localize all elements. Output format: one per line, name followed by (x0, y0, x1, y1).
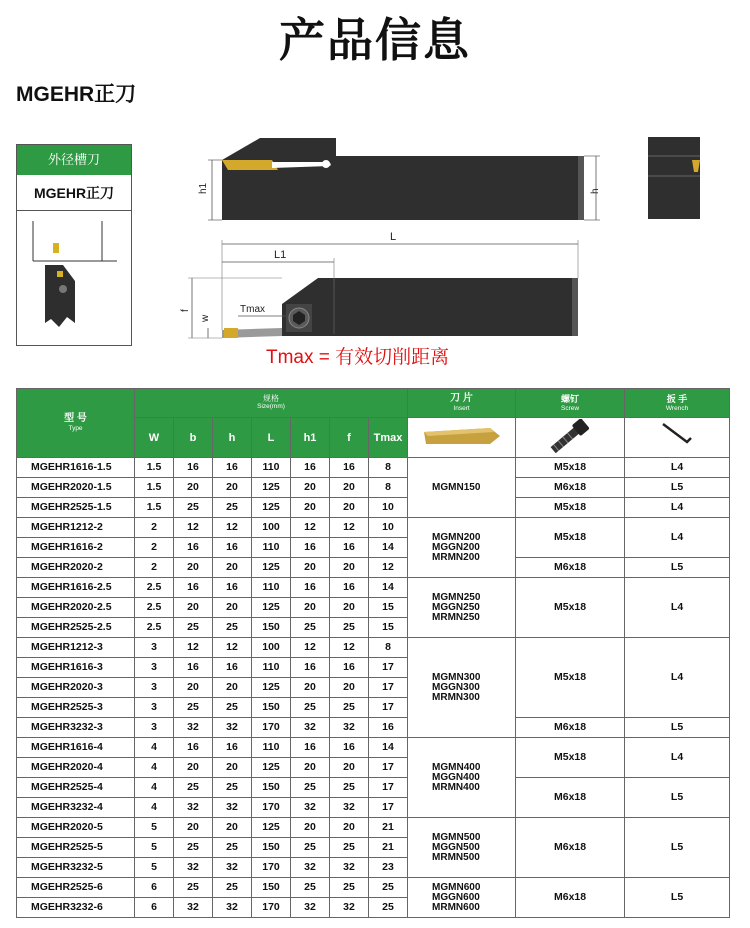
spec-cell: 32 (174, 798, 213, 818)
insert-cell (408, 818, 516, 878)
wrench-image (625, 418, 730, 458)
spec-cell: 12 (330, 638, 369, 658)
spec-cell: 2.5 (135, 618, 174, 638)
screw-cell: M6x18 (516, 558, 625, 578)
category-type-label: 外径槽刀 (17, 145, 131, 175)
spec-cell: 4 (135, 778, 174, 798)
wrench-cell: L5 (625, 778, 730, 818)
spec-cell: 20 (174, 818, 213, 838)
spec-cell: 2 (135, 538, 174, 558)
insert-code: MGMN150 (432, 481, 481, 493)
spec-cell: 20 (213, 478, 252, 498)
screw-cell: M5x18 (516, 638, 625, 718)
spec-cell: 32 (291, 718, 330, 738)
spec-cell: 16 (213, 538, 252, 558)
spec-cell: 1.5 (135, 458, 174, 478)
column-header: h (213, 418, 252, 458)
model-cell: MGEHR1212-2 (17, 518, 135, 538)
spec-cell: 20 (330, 678, 369, 698)
spec-cell: 2.5 (135, 578, 174, 598)
spec-cell: 25 (174, 698, 213, 718)
table-row (17, 818, 730, 838)
spec-cell: 20 (291, 598, 330, 618)
model-cell: MGEHR2525-5 (17, 838, 135, 858)
spec-cell: 125 (252, 498, 291, 518)
product-subtitle: MGEHR正刀 (16, 83, 137, 106)
model-cell: MGEHR2525-4 (17, 778, 135, 798)
spec-cell: 25 (174, 838, 213, 858)
wrench-cell: L4 (625, 518, 730, 558)
spec-cell: 170 (252, 858, 291, 878)
wrench-cell: L4 (625, 738, 730, 778)
screw-cell: M5x18 (516, 518, 625, 558)
insert-code: MRMN200 (432, 551, 480, 563)
table-row (17, 558, 730, 578)
spec-cell: 3 (135, 678, 174, 698)
spec-cell: 150 (252, 698, 291, 718)
spec-cell: 32 (174, 858, 213, 878)
insert-cell (408, 518, 516, 578)
spec-cell: 12 (330, 518, 369, 538)
spec-cell: 12 (291, 638, 330, 658)
spec-cell: 125 (252, 558, 291, 578)
spec-cell: 2.5 (135, 598, 174, 618)
spec-cell: 25 (330, 698, 369, 718)
spec-cell: 110 (252, 738, 291, 758)
spec-cell: 6 (135, 898, 174, 918)
spec-cell: 16 (330, 538, 369, 558)
spec-cell: 4 (135, 798, 174, 818)
spec-cell: 3 (135, 718, 174, 738)
column-header: h1 (291, 418, 330, 458)
insert-code: MGGN200 (432, 541, 480, 553)
table-row (17, 478, 730, 498)
spec-cell: 16 (291, 538, 330, 558)
spec-cell: 20 (291, 478, 330, 498)
spec-cell: 110 (252, 458, 291, 478)
spec-cell: 20 (213, 678, 252, 698)
spec-cell: 25 (291, 698, 330, 718)
spec-cell: 20 (174, 678, 213, 698)
spec-cell: 14 (369, 738, 408, 758)
spec-cell: 25 (291, 618, 330, 638)
spec-cell: 32 (213, 858, 252, 878)
wrench-cell: L5 (625, 818, 730, 878)
table-row (17, 458, 730, 478)
spec-cell: 32 (213, 898, 252, 918)
spec-cell: 25 (291, 878, 330, 898)
spec-cell: 20 (213, 558, 252, 578)
page-title: 产品信息 (279, 14, 471, 66)
dim-Tmax: Tmax (240, 304, 265, 315)
holder-end-view (648, 137, 700, 219)
column-header: f (330, 418, 369, 458)
spec-cell: 20 (291, 558, 330, 578)
spec-cell: 3 (135, 658, 174, 678)
spec-cell: 32 (174, 898, 213, 918)
dim-h1: h1 (198, 182, 209, 194)
column-header: L (252, 418, 291, 458)
spec-cell: 12 (291, 518, 330, 538)
spec-cell: 17 (369, 778, 408, 798)
spec-cell: 12 (213, 638, 252, 658)
spec-cell: 32 (291, 798, 330, 818)
spec-cell: 32 (174, 718, 213, 738)
spec-cell: 16 (330, 738, 369, 758)
model-cell: MGEHR2525-2.5 (17, 618, 135, 638)
spec-cell: 2 (135, 558, 174, 578)
category-model-label: MGEHR正刀 (17, 176, 131, 211)
spec-cell: 16 (330, 658, 369, 678)
spec-cell: 25 (291, 838, 330, 858)
spec-cell: 16 (291, 578, 330, 598)
dim-h: h (590, 188, 601, 194)
model-cell: MGEHR2020-5 (17, 818, 135, 838)
spec-cell: 5 (135, 838, 174, 858)
spec-cell: 25 (213, 878, 252, 898)
spec-cell: 16 (291, 458, 330, 478)
model-cell: MGEHR2020-4 (17, 758, 135, 778)
spec-cell: 32 (330, 898, 369, 918)
spec-cell: 1.5 (135, 498, 174, 518)
spec-cell: 15 (369, 618, 408, 638)
wrench-header: 扳 手 Wrench (625, 389, 730, 418)
screw-cell: M6x18 (516, 718, 625, 738)
screw-cell: M5x18 (516, 578, 625, 638)
spec-cell: 17 (369, 798, 408, 818)
spec-cell: 1.5 (135, 478, 174, 498)
column-header: Tmax (369, 418, 408, 458)
insert-code: MGGN500 (432, 841, 480, 853)
insert-code: MGMN500 (432, 831, 481, 843)
technical-drawing (0, 0, 750, 388)
model-cell: MGEHR3232-3 (17, 718, 135, 738)
model-cell: MGEHR1616-2.5 (17, 578, 135, 598)
spec-cell: 20 (330, 598, 369, 618)
spec-cell: 25 (291, 778, 330, 798)
column-header: b (174, 418, 213, 458)
screw-cell: M6x18 (516, 818, 625, 878)
spec-cell: 125 (252, 598, 291, 618)
spec-cell: 8 (369, 638, 408, 658)
spec-cell: 170 (252, 718, 291, 738)
spec-cell: 16 (213, 658, 252, 678)
spec-cell: 16 (174, 458, 213, 478)
spec-cell: 125 (252, 818, 291, 838)
insert-code: MGGN400 (432, 771, 480, 783)
spec-cell: 16 (330, 458, 369, 478)
spec-cell: 12 (174, 518, 213, 538)
size-header: 规格 Size(mm) (135, 389, 408, 418)
insert-cell (408, 578, 516, 638)
spec-cell: 25 (330, 618, 369, 638)
insert-code: MRMN250 (432, 611, 480, 623)
insert-header: 刀 片 Insert (408, 389, 516, 418)
wrench-cell: L5 (625, 718, 730, 738)
model-cell: MGEHR2525-6 (17, 878, 135, 898)
spec-cell: 25 (213, 618, 252, 638)
spec-cell: 32 (213, 718, 252, 738)
spec-cell: 17 (369, 698, 408, 718)
model-cell: MGEHR3232-5 (17, 858, 135, 878)
spec-cell: 8 (369, 478, 408, 498)
spec-cell: 17 (369, 658, 408, 678)
spec-cell: 150 (252, 618, 291, 638)
spec-cell: 20 (174, 558, 213, 578)
spec-cell: 20 (213, 758, 252, 778)
spec-cell: 20 (174, 758, 213, 778)
table-row (17, 878, 730, 898)
spec-cell: 16 (291, 738, 330, 758)
model-cell: MGEHR2020-3 (17, 678, 135, 698)
insert-code: MGMN200 (432, 531, 481, 543)
insert-cell (408, 638, 516, 738)
model-cell: MGEHR2020-2 (17, 558, 135, 578)
screw-cell: M6x18 (516, 778, 625, 818)
spec-cell: 25 (369, 878, 408, 898)
spec-cell: 100 (252, 638, 291, 658)
wrench-cell: L4 (625, 458, 730, 478)
spec-cell: 3 (135, 698, 174, 718)
spec-cell: 20 (291, 818, 330, 838)
tmax-definition: Tmax = 有效切削距离 (266, 347, 450, 368)
spec-cell: 25 (369, 898, 408, 918)
screw-icon (540, 419, 600, 453)
spec-cell: 110 (252, 658, 291, 678)
spec-cell: 5 (135, 818, 174, 838)
spec-cell: 14 (369, 538, 408, 558)
model-cell: MGEHR1616-2 (17, 538, 135, 558)
table-row (17, 498, 730, 518)
spec-cell: 20 (330, 558, 369, 578)
wrench-cell: L5 (625, 478, 730, 498)
model-cell: MGEHR1212-3 (17, 638, 135, 658)
model-cell: MGEHR1616-3 (17, 658, 135, 678)
insert-code: MGGN250 (432, 601, 480, 613)
spec-cell: 20 (213, 818, 252, 838)
screw-cell: M5x18 (516, 458, 625, 478)
dim-L1: L1 (274, 249, 287, 261)
spec-cell: 20 (291, 758, 330, 778)
spec-cell: 150 (252, 878, 291, 898)
spec-cell: 16 (291, 658, 330, 678)
model-cell: MGEHR1616-4 (17, 738, 135, 758)
wrench-cell: L4 (625, 498, 730, 518)
table-row (17, 518, 730, 538)
spec-cell: 150 (252, 778, 291, 798)
spec-cell: 25 (213, 698, 252, 718)
spec-cell: 2 (135, 518, 174, 538)
spec-cell: 12 (174, 638, 213, 658)
model-cell: MGEHR3232-4 (17, 798, 135, 818)
spec-cell: 32 (213, 798, 252, 818)
holder-body-side-view (222, 138, 584, 220)
spec-cell: 16 (330, 578, 369, 598)
spec-table (16, 388, 730, 918)
spec-cell: 10 (369, 518, 408, 538)
model-cell: MGEHR2525-1.5 (17, 498, 135, 518)
table-row (17, 718, 730, 738)
spec-cell: 25 (174, 618, 213, 638)
spec-cell: 16 (369, 718, 408, 738)
spec-cell: 16 (213, 738, 252, 758)
spec-cell: 10 (369, 498, 408, 518)
wrench-cell: L5 (625, 558, 730, 578)
insert-code: MRMN500 (432, 851, 480, 863)
wrench-cell: L4 (625, 578, 730, 638)
insert-code: MGGN300 (432, 681, 480, 693)
spec-cell: 20 (174, 478, 213, 498)
spec-cell: 125 (252, 758, 291, 778)
model-cell: MGEHR3232-6 (17, 898, 135, 918)
insert-image (408, 418, 516, 458)
spec-cell: 8 (369, 458, 408, 478)
spec-cell: 4 (135, 738, 174, 758)
insert-cell (408, 738, 516, 818)
spec-cell: 15 (369, 598, 408, 618)
table-row (17, 578, 730, 598)
spec-cell: 21 (369, 818, 408, 838)
spec-cell: 170 (252, 798, 291, 818)
insert-code: MGMN400 (432, 761, 481, 773)
dim-f: f (180, 309, 191, 312)
spec-cell: 25 (174, 778, 213, 798)
screw-cell: M5x18 (516, 738, 625, 778)
spec-cell: 125 (252, 678, 291, 698)
spec-cell: 3 (135, 638, 174, 658)
spec-cell: 32 (291, 858, 330, 878)
insert-code: MRMN600 (432, 901, 480, 913)
spec-cell: 25 (174, 498, 213, 518)
screw-cell: M6x18 (516, 478, 625, 498)
spec-cell: 6 (135, 878, 174, 898)
insert-code: MGMN250 (432, 591, 481, 603)
model-cell: MGEHR1616-1.5 (17, 458, 135, 478)
spec-cell: 20 (213, 598, 252, 618)
spec-cell: 16 (174, 538, 213, 558)
spec-cell: 17 (369, 678, 408, 698)
spec-cell: 25 (330, 778, 369, 798)
spec-cell: 100 (252, 518, 291, 538)
spec-cell: 4 (135, 758, 174, 778)
spec-cell: 16 (174, 738, 213, 758)
spec-cell: 20 (330, 818, 369, 838)
spec-cell: 110 (252, 578, 291, 598)
spec-cell: 125 (252, 478, 291, 498)
spec-cell: 32 (330, 718, 369, 738)
insert-cell (408, 458, 516, 518)
spec-cell: 150 (252, 838, 291, 858)
table-row (17, 778, 730, 798)
insert-code: MRMN400 (432, 781, 480, 793)
model-cell: MGEHR2525-3 (17, 698, 135, 718)
spec-cell: 21 (369, 838, 408, 858)
spec-cell: 16 (174, 658, 213, 678)
wrench-cell: L5 (625, 878, 730, 918)
insert-cell (408, 878, 516, 918)
insert-code: MGMN600 (432, 881, 481, 893)
screw-header: 螺钉 Screw (516, 389, 625, 418)
insert-code: MGGN600 (432, 891, 480, 903)
spec-cell: 16 (213, 458, 252, 478)
screw-cell: M5x18 (516, 498, 625, 518)
spec-cell: 20 (330, 498, 369, 518)
wrench-cell: L4 (625, 638, 730, 718)
spec-cell: 20 (291, 678, 330, 698)
spec-cell: 32 (291, 898, 330, 918)
spec-cell: 14 (369, 578, 408, 598)
model-cell: MGEHR2020-2.5 (17, 598, 135, 618)
dim-L: L (390, 231, 397, 243)
spec-cell: 16 (213, 578, 252, 598)
spec-cell: 12 (213, 518, 252, 538)
spec-cell: 110 (252, 538, 291, 558)
spec-cell: 23 (369, 858, 408, 878)
dim-w: w (200, 314, 211, 322)
spec-cell: 32 (330, 798, 369, 818)
wrench-icon (657, 420, 697, 452)
table-row (17, 638, 730, 658)
spec-cell: 20 (330, 758, 369, 778)
spec-cell: 170 (252, 898, 291, 918)
spec-cell: 20 (174, 598, 213, 618)
spec-cell: 32 (330, 858, 369, 878)
table-row (17, 738, 730, 758)
spec-cell: 16 (174, 578, 213, 598)
screw-cell: M6x18 (516, 878, 625, 918)
spec-cell: 17 (369, 758, 408, 778)
spec-cell: 25 (213, 498, 252, 518)
model-header: 型 号 Type (17, 389, 135, 458)
spec-cell: 25 (174, 878, 213, 898)
spec-cell: 20 (330, 478, 369, 498)
spec-cell: 20 (291, 498, 330, 518)
insert-code: MGMN300 (432, 671, 481, 683)
screw-image (516, 418, 625, 458)
spec-cell: 25 (213, 838, 252, 858)
spec-cell: 12 (369, 558, 408, 578)
spec-cell: 5 (135, 858, 174, 878)
spec-cell: 25 (213, 778, 252, 798)
spec-cell: 25 (330, 838, 369, 858)
spec-cell: 25 (330, 878, 369, 898)
insert-code: MRMN300 (432, 691, 480, 703)
holder-body-top-view (282, 278, 578, 336)
model-cell: MGEHR2020-1.5 (17, 478, 135, 498)
insert-icon (420, 424, 504, 448)
column-header: W (135, 418, 174, 458)
